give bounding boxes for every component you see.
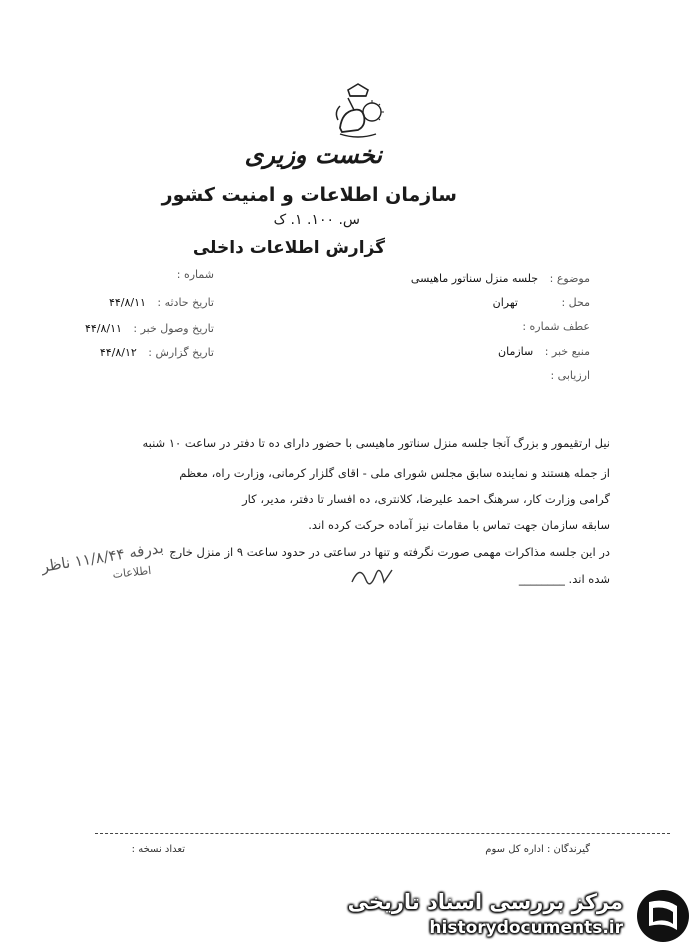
- event-date-field: تاریخ حادثه : ۴۴/۸/۱۱: [108, 296, 214, 309]
- report-type: گزارش اطلاعات داخلی: [192, 238, 385, 258]
- report-date-field: تاریخ گزارش : ۴۴/۸/۱۲: [99, 346, 214, 359]
- evaluation-field: ارزیابی :: [550, 369, 590, 382]
- place-value: تهران: [492, 296, 518, 309]
- department-code: س. ۱۰۰. ۱. ک: [273, 212, 360, 228]
- archive-watermark: [347, 888, 695, 944]
- body-line-6: شده اند. ________: [518, 572, 610, 586]
- organization-title: سازمان اطلاعات و امنیت کشور: [161, 184, 457, 206]
- source-value: سازمان: [498, 345, 534, 358]
- recipients-label: گیرندگان : اداره کل سوم: [485, 844, 590, 855]
- footer-divider: [95, 833, 670, 834]
- lion-and-sun-emblem-icon: [328, 82, 388, 142]
- ministry-title: نخست وزیری: [244, 140, 382, 169]
- body-line-3: گرامی وزارت کار، سرهنگ احمد علیرضا، کلانتری، ده افسار تا دفتر، مدیر، کار: [242, 492, 610, 506]
- received-date-value: ۴۴/۸/۱۱: [84, 322, 122, 335]
- event-date-value: ۴۴/۸/۱۱: [108, 296, 146, 309]
- subject-field: موضوع : جلسه منزل سناتور ماهیسی: [410, 272, 590, 285]
- received-date-field: تاریخ وصول خبر : ۴۴/۸/۱۱: [84, 322, 214, 335]
- body-line-1: نیل ارتقیمور و بزرگ آنجا جلسه منزل سناتور ماهیسی با حضور دارای ده تا دفتر در ساعت ۱۰ شنبه: [142, 436, 610, 450]
- watermark-url: historydocuments.ir: [429, 918, 623, 938]
- place-field: محل : تهران: [492, 296, 590, 309]
- margin-note-small: اطلاعات: [112, 563, 152, 581]
- archive-logo-icon: [635, 888, 691, 944]
- source-field: منبع خبر : سازمان: [498, 345, 590, 358]
- copies-count-label: تعداد نسخه :: [131, 844, 185, 855]
- number-field: شماره :: [176, 268, 214, 281]
- body-line-4: سابقه سازمان جهت تماس با مقامات نیز آماده حرکت کرده اند.: [308, 518, 610, 532]
- signature-mark: [348, 560, 408, 594]
- body-line-5: در این جلسه مذاکرات مهمی صورت نگرفته و تنها در ساعتی در حدود ساعت ۹ از منزل خارج: [169, 545, 610, 559]
- watermark-title: مرکز بررسی اسناد تاریخی: [347, 890, 623, 914]
- subject-value: جلسه منزل سناتور ماهیسی: [410, 272, 539, 285]
- report-date-value: ۴۴/۸/۱۲: [99, 346, 137, 359]
- body-line-2: از جمله هستند و نماینده سابق مجلس شورای ملی - اقای گلزار کرمانی، وزارت راه، معظم: [179, 466, 610, 480]
- reference-field: عطف شماره :: [522, 320, 590, 333]
- handwritten-margin-note: بدرفه ۱۱/۸/۴۴ ناظر: [40, 538, 165, 576]
